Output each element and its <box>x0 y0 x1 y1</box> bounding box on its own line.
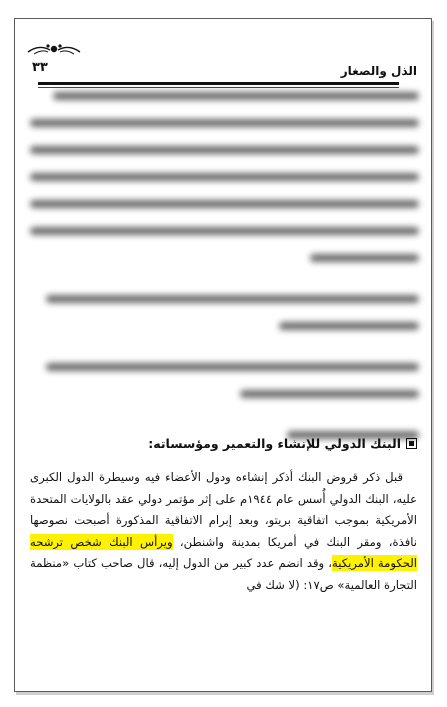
blurred-text-region <box>30 92 419 422</box>
section-heading-text: البنك الدولي للإنشاء والتعمير ومؤسساته: <box>148 436 401 451</box>
ornament-icon <box>24 40 84 60</box>
paragraph-before-highlight: قبل ذكر قروض البنك أذكر إنشاءه ودول الأعضاء فيه وسيطرة الدول الكبرى عليه، البنك الدولي أُسس عام ١٩٤٤م على إثر مؤتمر دولي عقد بالولايات المتحدة الأمريكية بموجب اتفاقية بريتو، وبعد إبرام الاتفاقية المذكورة أصبحت نصوصها نافذة، ومقر البنك في أمريكا بمدينة واشنطن، <box>30 470 418 549</box>
body-paragraph <box>30 467 417 596</box>
square-bullet-icon <box>406 438 417 449</box>
header-rule <box>38 82 399 85</box>
book-title: الذل والصغار <box>340 64 417 78</box>
highlighted-text: ويرأس البنك شخص ترشحه الحكومة الأمريكية <box>30 534 417 570</box>
section-bank <box>30 436 417 596</box>
header-rule-thin <box>38 87 399 88</box>
page-number: ٣٣ <box>32 60 48 75</box>
section-heading <box>30 436 417 451</box>
paragraph-after-highlight: ، وقد انضم عدد كبير من الدول إليه، قال صاحب كتاب «منظمة التجارة العالمية» ص١٧: (لا شك في <box>30 556 417 592</box>
page-header <box>24 48 417 76</box>
